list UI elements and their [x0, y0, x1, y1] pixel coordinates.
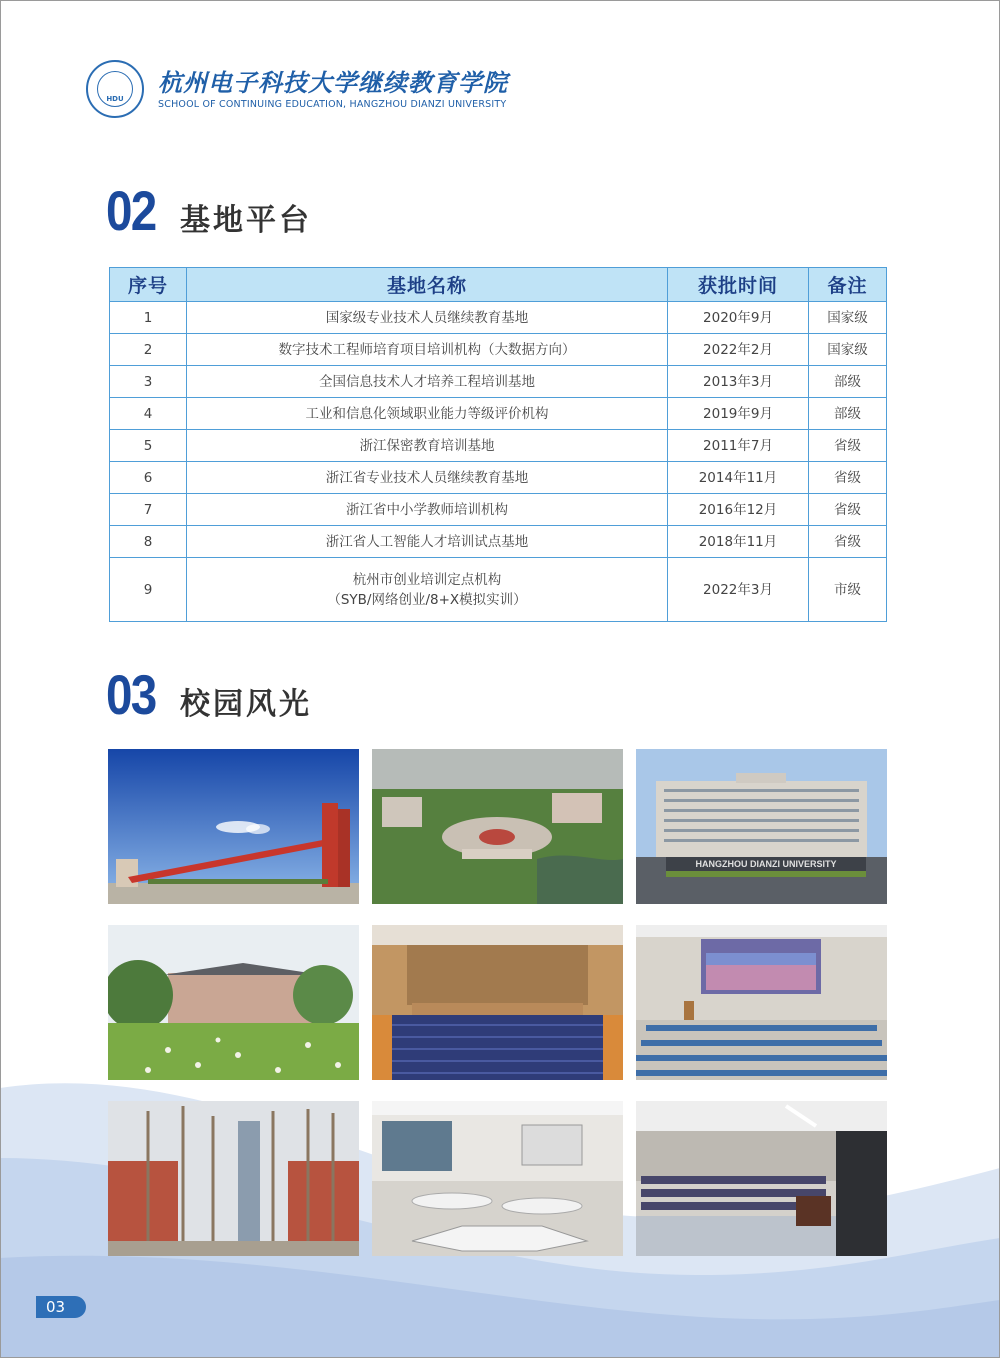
cell-date: 2011年7月 — [668, 430, 809, 462]
section-title: 校园风光 — [180, 687, 312, 722]
cell-note: 国家级 — [809, 334, 887, 366]
section-heading-campus — [106, 662, 312, 727]
cell-note: 市级 — [809, 558, 887, 622]
cell-date: 2018年11月 — [668, 526, 809, 558]
photo-auditorium — [372, 925, 623, 1080]
university-seal-icon — [86, 60, 144, 118]
logo-chinese-name: 杭州电子科技大学继续教育学院 — [158, 67, 508, 97]
cell-note: 部级 — [809, 398, 887, 430]
cell-note: 部级 — [809, 366, 887, 398]
photo-tiered-classroom — [636, 1101, 887, 1256]
cell-index: 9 — [110, 558, 187, 622]
cell-index: 5 — [110, 430, 187, 462]
photo-smart-classroom — [372, 1101, 623, 1256]
cell-note: 省级 — [809, 462, 887, 494]
cell-note: 省级 — [809, 494, 887, 526]
cell-index: 4 — [110, 398, 187, 430]
school-logo — [86, 60, 508, 118]
cell-index: 8 — [110, 526, 187, 558]
cell-index: 3 — [110, 366, 187, 398]
table-row — [110, 494, 887, 526]
cell-date: 2022年3月 — [668, 558, 809, 622]
section-number: 03 — [106, 663, 156, 726]
cell-note: 省级 — [809, 430, 887, 462]
column-header-index: 序号 — [110, 268, 187, 302]
photo-main-building — [636, 749, 887, 904]
cell-name-line1: 杭州市创业培训定点机构 — [352, 571, 502, 588]
photo-courtyard-trees — [108, 1101, 359, 1256]
page-number: 03 — [36, 1296, 86, 1318]
cell-name: 浙江省中小学教师培训机构 — [187, 494, 668, 526]
section-title: 基地平台 — [180, 203, 312, 238]
seal-text: HDU — [106, 95, 124, 103]
table-row — [110, 334, 887, 366]
cell-date: 2014年11月 — [668, 462, 809, 494]
cell-date: 2016年12月 — [668, 494, 809, 526]
photo-lecture-hall-screen — [636, 925, 887, 1080]
cell-note: 国家级 — [809, 302, 887, 334]
cell-name: 全国信息技术人才培养工程培训基地 — [187, 366, 668, 398]
cell-index: 7 — [110, 494, 187, 526]
table-row — [110, 526, 887, 558]
base-platform-table — [109, 267, 887, 622]
cell-date: 2020年9月 — [668, 302, 809, 334]
table-row — [110, 462, 887, 494]
cell-date: 2013年3月 — [668, 366, 809, 398]
column-header-note: 备注 — [809, 268, 887, 302]
cell-name-line2: （SYB/网络创业/8+X模拟实训） — [327, 591, 527, 608]
table-row — [110, 430, 887, 462]
table-row — [110, 366, 887, 398]
column-header-date: 获批时间 — [668, 268, 809, 302]
photo-campus-gate — [108, 749, 359, 904]
table-row — [110, 302, 887, 334]
cell-name: 数字技术工程师培育项目培训机构（大数据方向） — [187, 334, 668, 366]
section-number: 02 — [106, 179, 156, 242]
cell-index: 6 — [110, 462, 187, 494]
photo-garden-building — [108, 925, 359, 1080]
cell-note: 省级 — [809, 526, 887, 558]
cell-name — [187, 558, 668, 622]
column-header-name: 基地名称 — [187, 268, 668, 302]
table-header-row — [110, 268, 887, 302]
cell-index: 2 — [110, 334, 187, 366]
cell-name: 国家级专业技术人员继续教育基地 — [187, 302, 668, 334]
cell-index: 1 — [110, 302, 187, 334]
cell-date: 2022年2月 — [668, 334, 809, 366]
cell-name: 浙江保密教育培训基地 — [187, 430, 668, 462]
cell-name: 浙江省专业技术人员继续教育基地 — [187, 462, 668, 494]
cell-name: 浙江省人工智能人才培训试点基地 — [187, 526, 668, 558]
cell-date: 2019年9月 — [668, 398, 809, 430]
table-row — [110, 398, 887, 430]
section-heading-platform — [106, 178, 312, 243]
photo-campus-aerial — [372, 749, 623, 904]
logo-english-name: SCHOOL OF CONTINUING EDUCATION, HANGZHOU DIANZI UNIVERSITY — [158, 98, 507, 110]
table-row — [110, 558, 887, 622]
campus-sign-text: HANGZHOU DIANZI UNIVERSITY — [695, 859, 837, 869]
cell-name: 工业和信息化领域职业能力等级评价机构 — [187, 398, 668, 430]
